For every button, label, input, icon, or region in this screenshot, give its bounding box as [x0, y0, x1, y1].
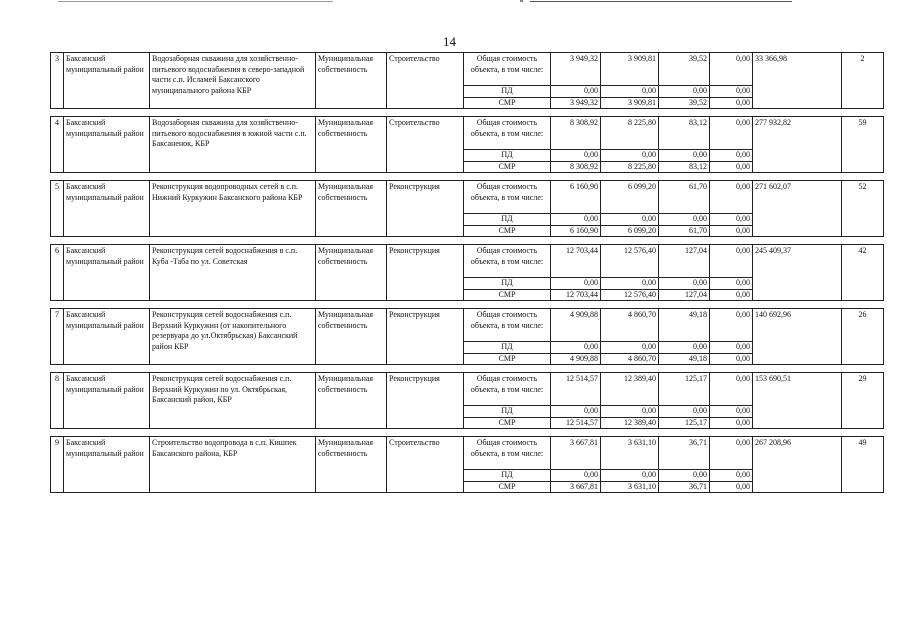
district-cell: Баксанский муниципальный район	[64, 373, 150, 429]
smr-cost-value: 3 631,10	[601, 481, 659, 493]
pd-cost-value: 0,00	[601, 86, 659, 98]
pd-cost-value: 0,00	[710, 278, 753, 290]
pd-cost-value: 0,00	[551, 150, 601, 162]
ownership-cell: Муниципальная собственность	[316, 117, 387, 173]
work-type-cell: Реконструкция	[387, 245, 464, 301]
total-cost-value: 127,04	[659, 245, 710, 278]
smr-cost-value: 0,00	[710, 225, 753, 237]
smr-cost-value: 12 703,44	[551, 289, 601, 301]
value-cell: 267 208,96	[753, 437, 842, 493]
table-row	[51, 437, 884, 470]
pd-cost-value: 0,00	[551, 214, 601, 226]
smr-cost-value: 6 160,90	[551, 225, 601, 237]
row-separator	[51, 237, 884, 245]
cost-label-cell: Общая стоимость объекта, в том числе:	[464, 53, 551, 86]
total-cost-value: 3 909,81	[601, 53, 659, 86]
pd-label-cell: ПД	[464, 470, 551, 482]
row-number: 3	[51, 53, 64, 109]
cost-label-cell: Общая стоимость объекта, в том числе:	[464, 117, 551, 150]
smr-cost-value: 12 389,40	[601, 417, 659, 429]
separator-cell	[51, 109, 884, 117]
smr-cost-value: 0,00	[710, 481, 753, 493]
pd-label-cell: ПД	[464, 278, 551, 290]
count-cell: 59	[842, 117, 884, 173]
total-cost-value: 3 631,10	[601, 437, 659, 470]
smr-cost-value: 4 909,88	[551, 353, 601, 365]
district-cell: Баксанский муниципальный район	[64, 309, 150, 365]
smr-cost-value: 3 909,81	[601, 97, 659, 109]
pd-cost-value: 0,00	[601, 342, 659, 354]
smr-label-cell: СМР	[464, 353, 551, 365]
total-cost-value: 3 949,32	[551, 53, 601, 86]
ownership-cell: Муниципальная собственность	[316, 181, 387, 237]
cost-label-cell: Общая стоимость объекта, в том числе:	[464, 373, 551, 406]
smr-cost-value: 36,71	[659, 481, 710, 493]
row-separator	[51, 365, 884, 373]
object-name-cell: Строительство водопровода в с.п. Кишпек Баксанского района, КБР	[150, 437, 316, 493]
smr-cost-value: 83,12	[659, 161, 710, 173]
pd-cost-value: 0,00	[710, 150, 753, 162]
total-cost-value: 8 308,92	[551, 117, 601, 150]
objects-table	[50, 52, 884, 493]
ownership-cell: Муниципальная собственность	[316, 437, 387, 493]
total-cost-value: 6 160,90	[551, 181, 601, 214]
pd-cost-value: 0,00	[710, 86, 753, 98]
total-cost-value: 12 389,40	[601, 373, 659, 406]
smr-cost-value: 12 576,40	[601, 289, 659, 301]
pd-cost-value: 0,00	[601, 214, 659, 226]
smr-label-cell: СМР	[464, 225, 551, 237]
count-cell: 49	[842, 437, 884, 493]
separator-cell	[51, 301, 884, 309]
pd-cost-value: 0,00	[551, 86, 601, 98]
cost-label-cell: Общая стоимость объекта, в том числе:	[464, 309, 551, 342]
separator-cell	[51, 173, 884, 181]
pd-label-cell: ПД	[464, 406, 551, 418]
total-cost-value: 83,12	[659, 117, 710, 150]
total-cost-value: 4 860,70	[601, 309, 659, 342]
object-name-cell: Реконструкция сетей водоснабжения с.п. Верхний Куркужин (от накопительного резервуара до ул.Октябрьская) Баксанский район КБР	[150, 309, 316, 365]
total-cost-value: 0,00	[710, 181, 753, 214]
pd-cost-value: 0,00	[710, 342, 753, 354]
smr-cost-value: 39,52	[659, 97, 710, 109]
total-cost-value: 61,70	[659, 181, 710, 214]
pd-label-cell: ПД	[464, 86, 551, 98]
object-name-cell: Реконструкция сетей водоснабжения с.п. Верхний Куркужин по ул. Октябрьская, Баксанский район, КБР	[150, 373, 316, 429]
table-row	[51, 53, 884, 86]
district-cell: Баксанский муниципальный район	[64, 245, 150, 301]
pd-cost-value: 0,00	[551, 278, 601, 290]
ownership-cell: Муниципальная собственность	[316, 373, 387, 429]
value-cell: 271 602,07	[753, 181, 842, 237]
smr-cost-value: 3 949,32	[551, 97, 601, 109]
row-number: 8	[51, 373, 64, 429]
pd-cost-value: 0,00	[659, 86, 710, 98]
pd-cost-value: 0,00	[659, 470, 710, 482]
separator-cell	[51, 365, 884, 373]
district-cell: Баксанский муниципальный район	[64, 437, 150, 493]
row-number: 4	[51, 117, 64, 173]
count-cell: 26	[842, 309, 884, 365]
ownership-cell: Муниципальная собственность	[316, 309, 387, 365]
object-name-cell: Реконструкция сетей водоснабжения в с.п. Куба -Таба по ул. Советская	[150, 245, 316, 301]
smr-cost-value: 12 514,57	[551, 417, 601, 429]
value-cell: 140 692,96	[753, 309, 842, 365]
pd-cost-value: 0,00	[710, 470, 753, 482]
total-cost-value: 39,52	[659, 53, 710, 86]
count-cell: 42	[842, 245, 884, 301]
work-type-cell: Строительство	[387, 437, 464, 493]
smr-label-cell: СМР	[464, 97, 551, 109]
separator-cell	[51, 237, 884, 245]
district-cell: Баксанский муниципальный район	[64, 181, 150, 237]
smr-label-cell: СМР	[464, 161, 551, 173]
top-rule-right	[530, 1, 792, 2]
cost-label-cell: Общая стоимость объекта, в том числе:	[464, 181, 551, 214]
pd-cost-value: 0,00	[659, 214, 710, 226]
smr-cost-value: 61,70	[659, 225, 710, 237]
pd-cost-value: 0,00	[601, 406, 659, 418]
smr-cost-value: 127,04	[659, 289, 710, 301]
total-cost-value: 0,00	[710, 437, 753, 470]
smr-cost-value: 8 308,92	[551, 161, 601, 173]
pd-cost-value: 0,00	[601, 278, 659, 290]
work-type-cell: Реконструкция	[387, 309, 464, 365]
cost-label-cell: Общая стоимость объекта, в том числе:	[464, 437, 551, 470]
smr-cost-value: 125,17	[659, 417, 710, 429]
top-rule-left	[58, 1, 333, 2]
cost-label-cell: Общая стоимость объекта, в том числе:	[464, 245, 551, 278]
total-cost-value: 12 576,40	[601, 245, 659, 278]
row-number: 6	[51, 245, 64, 301]
pd-label-cell: ПД	[464, 214, 551, 226]
row-number: 5	[51, 181, 64, 237]
value-cell: 245 409,37	[753, 245, 842, 301]
total-cost-value: 0,00	[710, 53, 753, 86]
smr-cost-value: 49,18	[659, 353, 710, 365]
ownership-cell: Муниципальная собственность	[316, 53, 387, 109]
table-row	[51, 309, 884, 342]
smr-cost-value: 0,00	[710, 161, 753, 173]
total-cost-value: 125,17	[659, 373, 710, 406]
count-cell: 29	[842, 373, 884, 429]
table-row	[51, 181, 884, 214]
work-type-cell: Реконструкция	[387, 373, 464, 429]
ownership-cell: Муниципальная собственность	[316, 245, 387, 301]
total-cost-value: 12 703,44	[551, 245, 601, 278]
smr-cost-value: 0,00	[710, 289, 753, 301]
row-separator	[51, 429, 884, 437]
pd-label-cell: ПД	[464, 342, 551, 354]
total-cost-value: 0,00	[710, 373, 753, 406]
count-cell: 52	[842, 181, 884, 237]
smr-label-cell: СМР	[464, 481, 551, 493]
smr-cost-value: 6 099,20	[601, 225, 659, 237]
work-type-cell: Реконструкция	[387, 181, 464, 237]
smr-cost-value: 8 225,80	[601, 161, 659, 173]
value-cell: 153 690,51	[753, 373, 842, 429]
value-cell: 277 932,82	[753, 117, 842, 173]
work-type-cell: Строительство	[387, 53, 464, 109]
smr-cost-value: 3 667,81	[551, 481, 601, 493]
document-table-container	[50, 52, 867, 493]
row-separator	[51, 173, 884, 181]
pd-label-cell: ПД	[464, 150, 551, 162]
pd-cost-value: 0,00	[551, 470, 601, 482]
total-cost-value: 49,18	[659, 309, 710, 342]
work-type-cell: Строительство	[387, 117, 464, 173]
total-cost-value: 36,71	[659, 437, 710, 470]
district-cell: Баксанский муниципальный район	[64, 53, 150, 109]
object-name-cell: Водозаборная скважина для хозяйственно-питьевого водоснабжения в южной части с.п. Баксаненок, КБР	[150, 117, 316, 173]
total-cost-value: 4 909,88	[551, 309, 601, 342]
total-cost-value: 0,00	[710, 245, 753, 278]
smr-cost-value: 0,00	[710, 97, 753, 109]
row-number: 9	[51, 437, 64, 493]
table-row	[51, 373, 884, 406]
total-cost-value: 12 514,57	[551, 373, 601, 406]
row-separator	[51, 109, 884, 117]
smr-label-cell: СМР	[464, 289, 551, 301]
pd-cost-value: 0,00	[551, 406, 601, 418]
smr-cost-value: 0,00	[710, 417, 753, 429]
pd-cost-value: 0,00	[659, 278, 710, 290]
pd-cost-value: 0,00	[659, 150, 710, 162]
pd-cost-value: 0,00	[601, 470, 659, 482]
total-cost-value: 0,00	[710, 309, 753, 342]
page-number: 14	[443, 34, 456, 49]
total-cost-value: 6 099,20	[601, 181, 659, 214]
smr-cost-value: 0,00	[710, 353, 753, 365]
pd-cost-value: 0,00	[710, 406, 753, 418]
table-row	[51, 117, 884, 150]
row-number: 7	[51, 309, 64, 365]
object-name-cell: Реконструкция водопроводных сетей в с.п. Нижний Куркужин Баксанского района КБР	[150, 181, 316, 237]
total-cost-value: 8 225,80	[601, 117, 659, 150]
separator-cell	[51, 429, 884, 437]
smr-cost-value: 4 860,70	[601, 353, 659, 365]
total-cost-value: 3 667,81	[551, 437, 601, 470]
pd-cost-value: 0,00	[710, 214, 753, 226]
object-name-cell: Водозаборная скважина для хозяйственно-питьевого водоснабжения в северо-западной части с.п. Исламей Баксанского муниципального района КБР	[150, 53, 316, 109]
district-cell: Баксанский муниципальный район	[64, 117, 150, 173]
row-separator	[51, 301, 884, 309]
value-cell: 33 366,98	[753, 53, 842, 109]
smr-label-cell: СМР	[464, 417, 551, 429]
pd-cost-value: 0,00	[551, 342, 601, 354]
pd-cost-value: 0,00	[659, 342, 710, 354]
count-cell: 2	[842, 53, 884, 109]
total-cost-value: 0,00	[710, 117, 753, 150]
table-row	[51, 245, 884, 278]
pd-cost-value: 0,00	[601, 150, 659, 162]
top-mark	[520, 0, 523, 2]
pd-cost-value: 0,00	[659, 406, 710, 418]
